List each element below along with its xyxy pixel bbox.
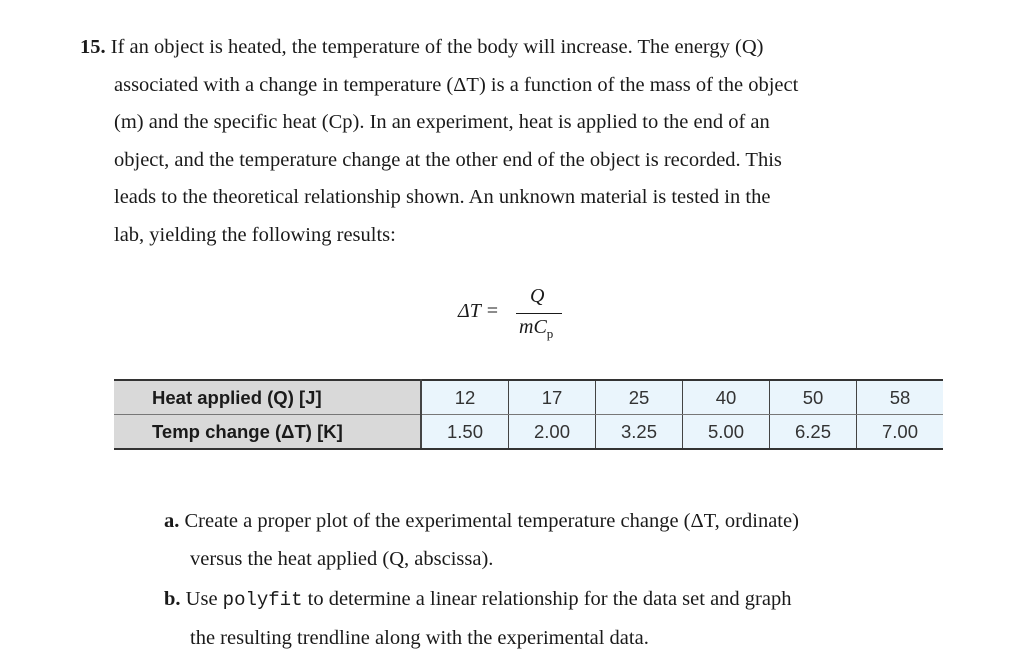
intro-text-1: If an object is heated, the temperature of the body will increase. The energy (Q) — [110, 36, 764, 58]
temperature-formula — [458, 285, 578, 348]
results-table — [114, 379, 943, 450]
part-b-text-pre: Use — [185, 588, 218, 611]
part-b-line-2: the resulting trendline along with the experimental data. — [190, 626, 649, 649]
part-a-label: a. — [164, 510, 180, 532]
part-a-line-2: versus the heat applied (Q, abscissa). — [190, 547, 494, 570]
part-b-line-1 — [164, 581, 944, 620]
table-cell: 17 — [509, 380, 596, 415]
formula-denominator-main: mC — [519, 316, 547, 338]
table-cell: 2.00 — [509, 415, 596, 450]
table-cell: 7.00 — [857, 415, 944, 450]
row-header-temp: Temp change (ΔT) [K] — [114, 415, 421, 450]
intro-line-6: lab, yielding the following results: — [114, 223, 396, 246]
table-cell: 1.50 — [421, 415, 509, 450]
part-a-line-1 — [164, 503, 944, 541]
part-a-text-1: Create a proper plot of the experimental temperature change (ΔT, ordinate) — [184, 510, 799, 532]
part-b-label: b. — [164, 588, 181, 611]
fraction-bar — [516, 313, 562, 314]
table-cell: 58 — [857, 380, 944, 415]
intro-line-4: object, and the temperature change at the other end of the object is recorded. This — [114, 148, 782, 171]
intro-line-3: (m) and the specific heat (Cp). In an experiment, heat is applied to the end of an — [114, 111, 770, 134]
question-parts — [164, 503, 944, 657]
formula-denominator-sub: p — [546, 326, 554, 341]
formula-denominator — [519, 316, 553, 342]
formula-numerator: Q — [530, 285, 545, 307]
intro-line-1 — [80, 29, 940, 67]
part-b-text-post: to determine a linear relationship for the data set and graph — [307, 588, 792, 611]
table-row-temp — [114, 415, 943, 450]
formula-lhs: ΔT = — [458, 300, 499, 322]
problem-statement — [80, 29, 940, 255]
intro-line-2: associated with a change in temperature (ΔT) is a function of the mass of the object — [114, 73, 799, 96]
problem-number: 15. — [80, 36, 106, 58]
row-header-heat: Heat applied (Q) [J] — [114, 380, 421, 415]
table-cell: 50 — [770, 380, 857, 415]
table-cell: 3.25 — [596, 415, 683, 450]
polyfit-code: polyfit — [222, 589, 303, 612]
table-row-heat — [114, 380, 943, 415]
table-cell: 25 — [596, 380, 683, 415]
table-cell: 5.00 — [683, 415, 770, 450]
table-cell: 12 — [421, 380, 509, 415]
table-cell: 6.25 — [770, 415, 857, 450]
table-cell: 40 — [683, 380, 770, 415]
intro-line-5: leads to the theoretical relationship shown. An unknown material is tested in the — [114, 186, 771, 209]
